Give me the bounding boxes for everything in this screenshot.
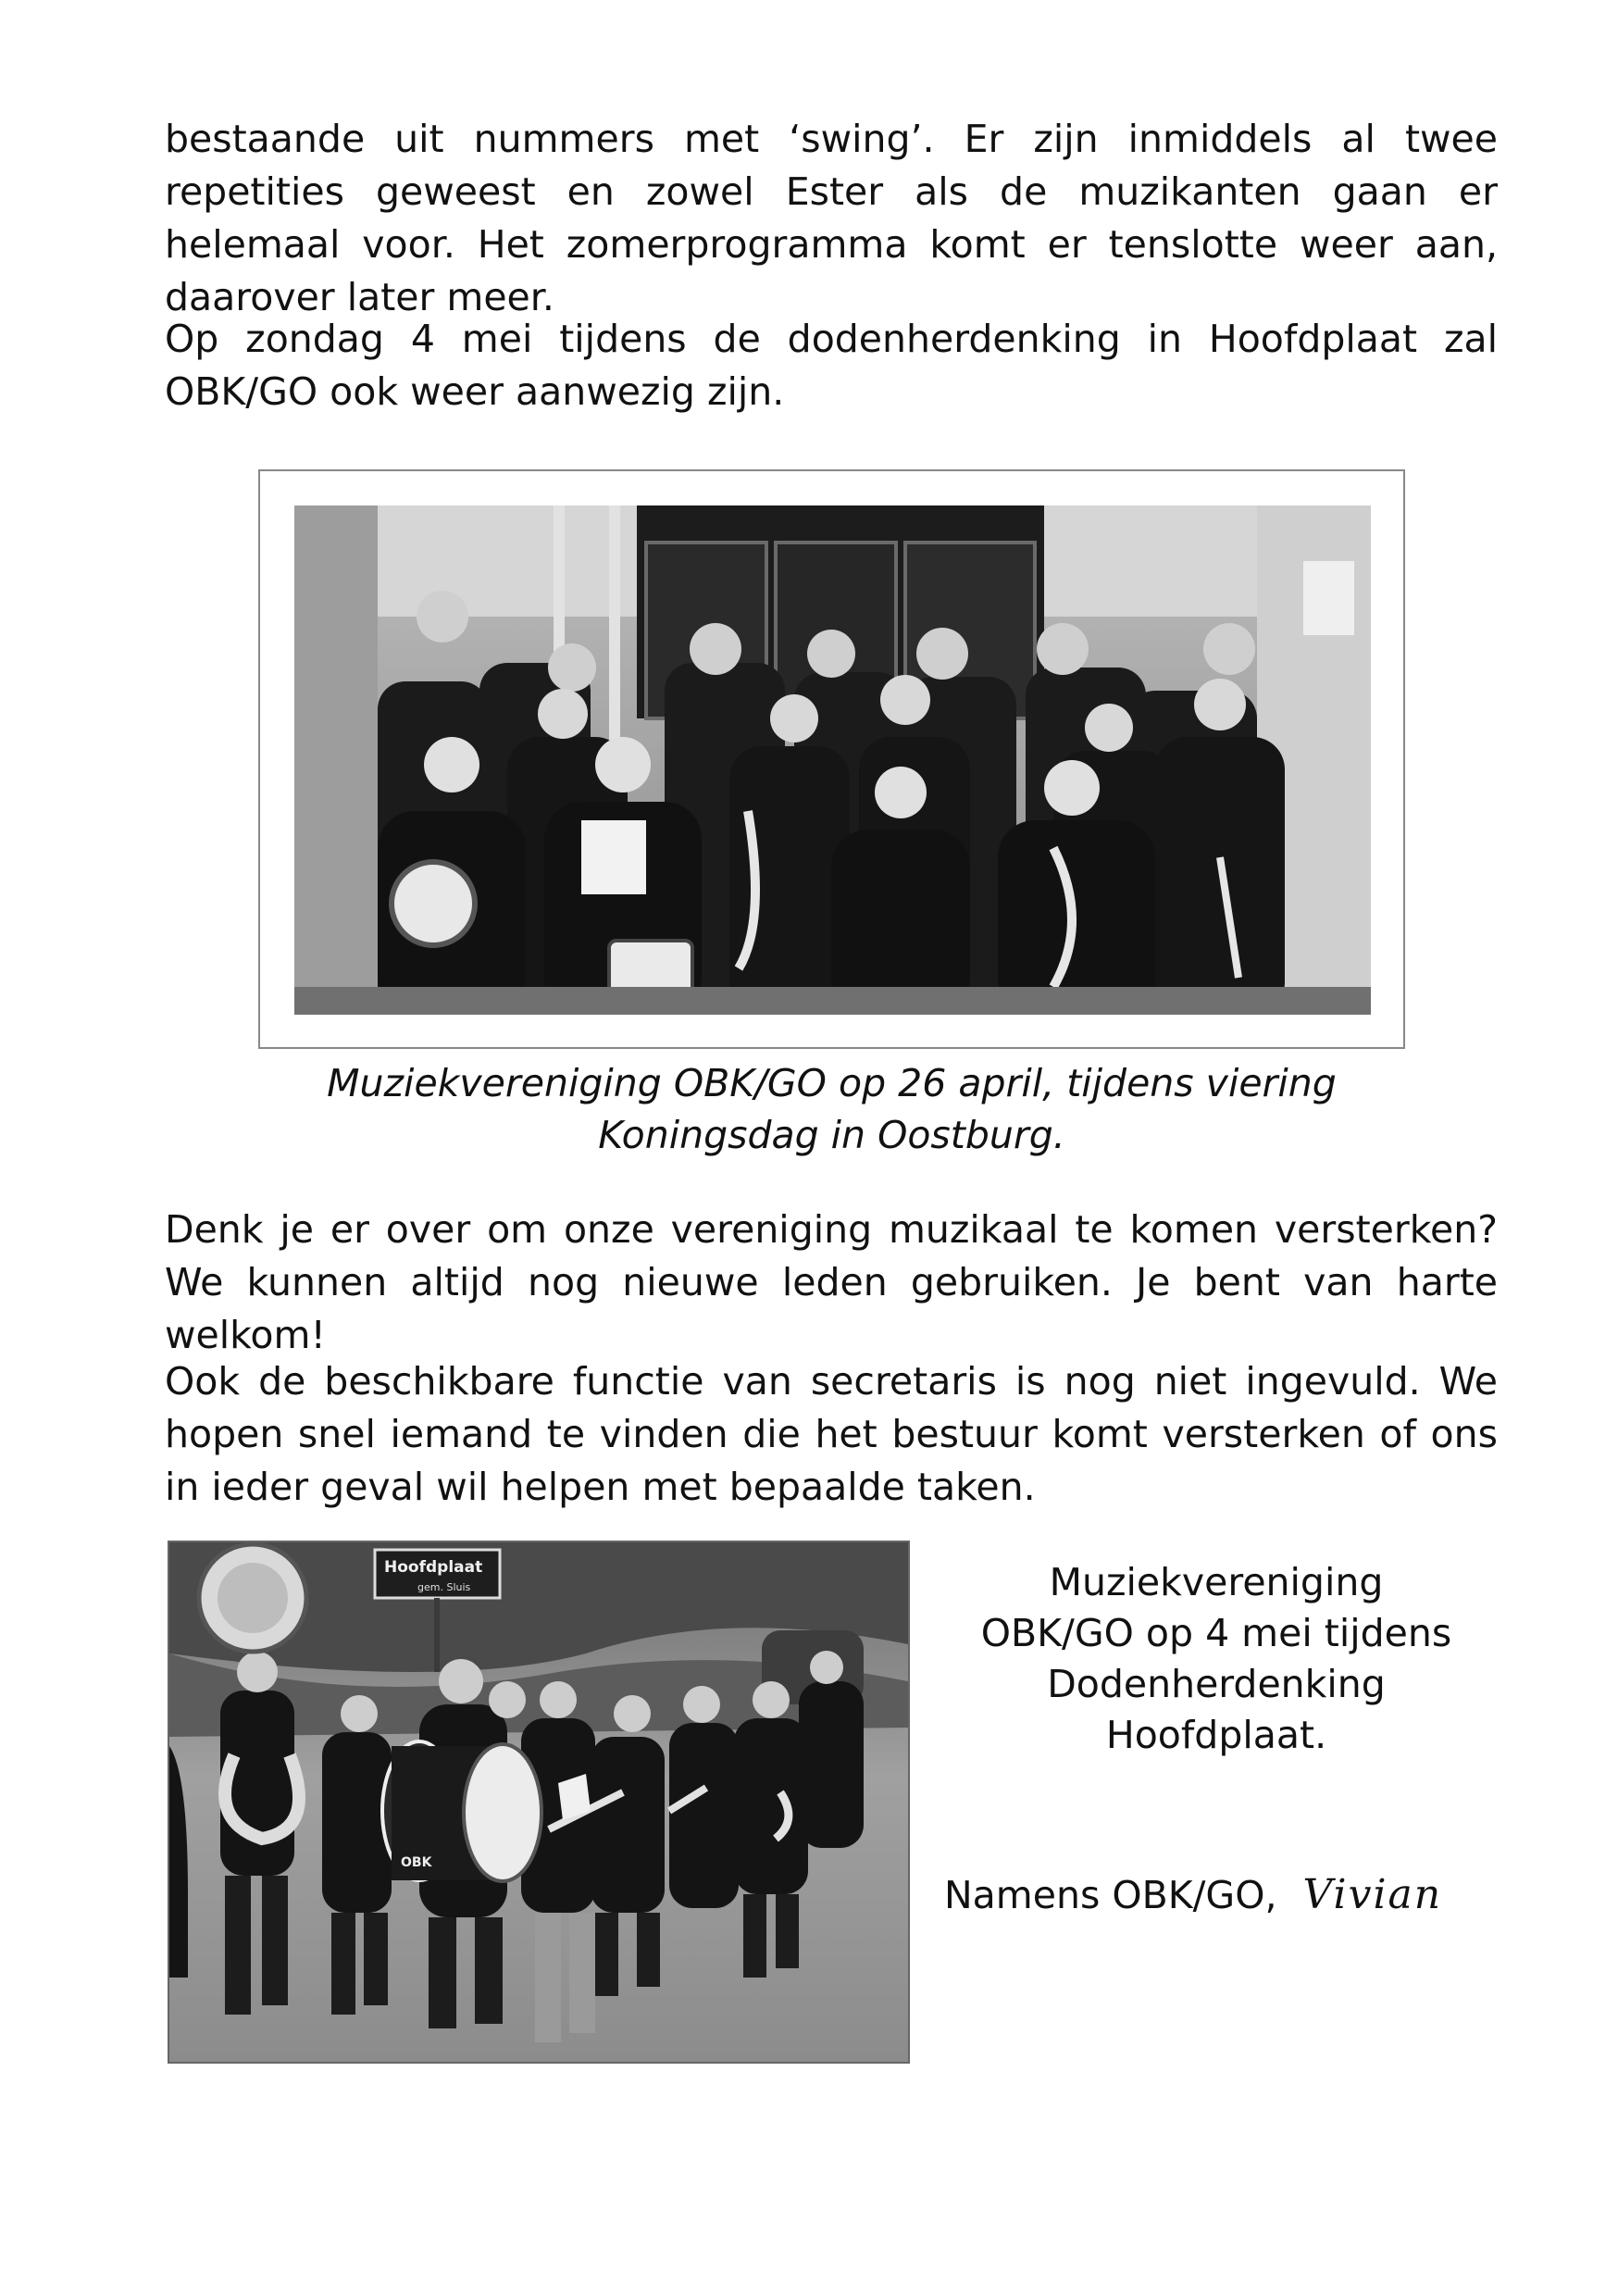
photo-frame-dodenherdenking <box>168 1541 910 2064</box>
marching-band-photo <box>169 1542 908 2062</box>
paragraph-remembrance-day: Op zondag 4 mei tijdens de dodenherdenking in Hoofdplaat zal OBK/GO ook weer aanwezig zijn. <box>165 317 1498 414</box>
caption2-line-2: OBK/GO op 4 mei tijdens <box>980 1611 1452 1655</box>
paragraph-swing-rehearsals: bestaande uit nummers met ‘swing’. Er zijn inmiddels al twee repetities geweest en zowel Ester als de muzikanten gaan er helemaal voor. Het zomerprogramma komt er tenslotte weer aan, daarover later meer. <box>165 117 1498 319</box>
signoff-name: Vivian <box>1302 1871 1443 1918</box>
caption-line-1: Muziekvereniging OBK/GO op 26 april, tijdens viering <box>327 1061 1337 1105</box>
photo-caption-dodenherdenking <box>948 1557 1485 1761</box>
paragraph-secretary: Ook de beschikbare functie van secretaris is nog niet ingevuld. We hopen snel iemand te vinden die het bestuur komt versterken of ons in ieder geval wil helpen met bepaalde taken. <box>165 1359 1498 1509</box>
signoff-text: Namens OBK/GO, <box>944 1873 1277 1917</box>
photo-caption-koningsdag <box>258 1057 1405 1161</box>
road-sign-text: Hoofdplaat <box>384 1558 483 1577</box>
caption2-line-4: Hoofdplaat. <box>1105 1713 1327 1757</box>
signoff <box>944 1869 1442 1921</box>
caption2-line-3: Dodenherdenking <box>1047 1662 1386 1706</box>
band-group-photo <box>294 505 1371 1015</box>
caption2-line-1: Muziekvereniging <box>1049 1560 1384 1604</box>
road-sign-subtext: gem. Sluis <box>417 1581 471 1593</box>
photo-frame-koningsdag <box>258 469 1405 1049</box>
caption-line-2: Koningsdag in Oostburg. <box>598 1113 1065 1157</box>
paragraph-new-members: Denk je er over om onze vereniging muzikaal te komen versterken? We kunnen altijd nog nieuwe leden gebruiken. Je bent van harte welkom! <box>165 1207 1498 1357</box>
drum-label: OBK <box>401 1855 432 1870</box>
